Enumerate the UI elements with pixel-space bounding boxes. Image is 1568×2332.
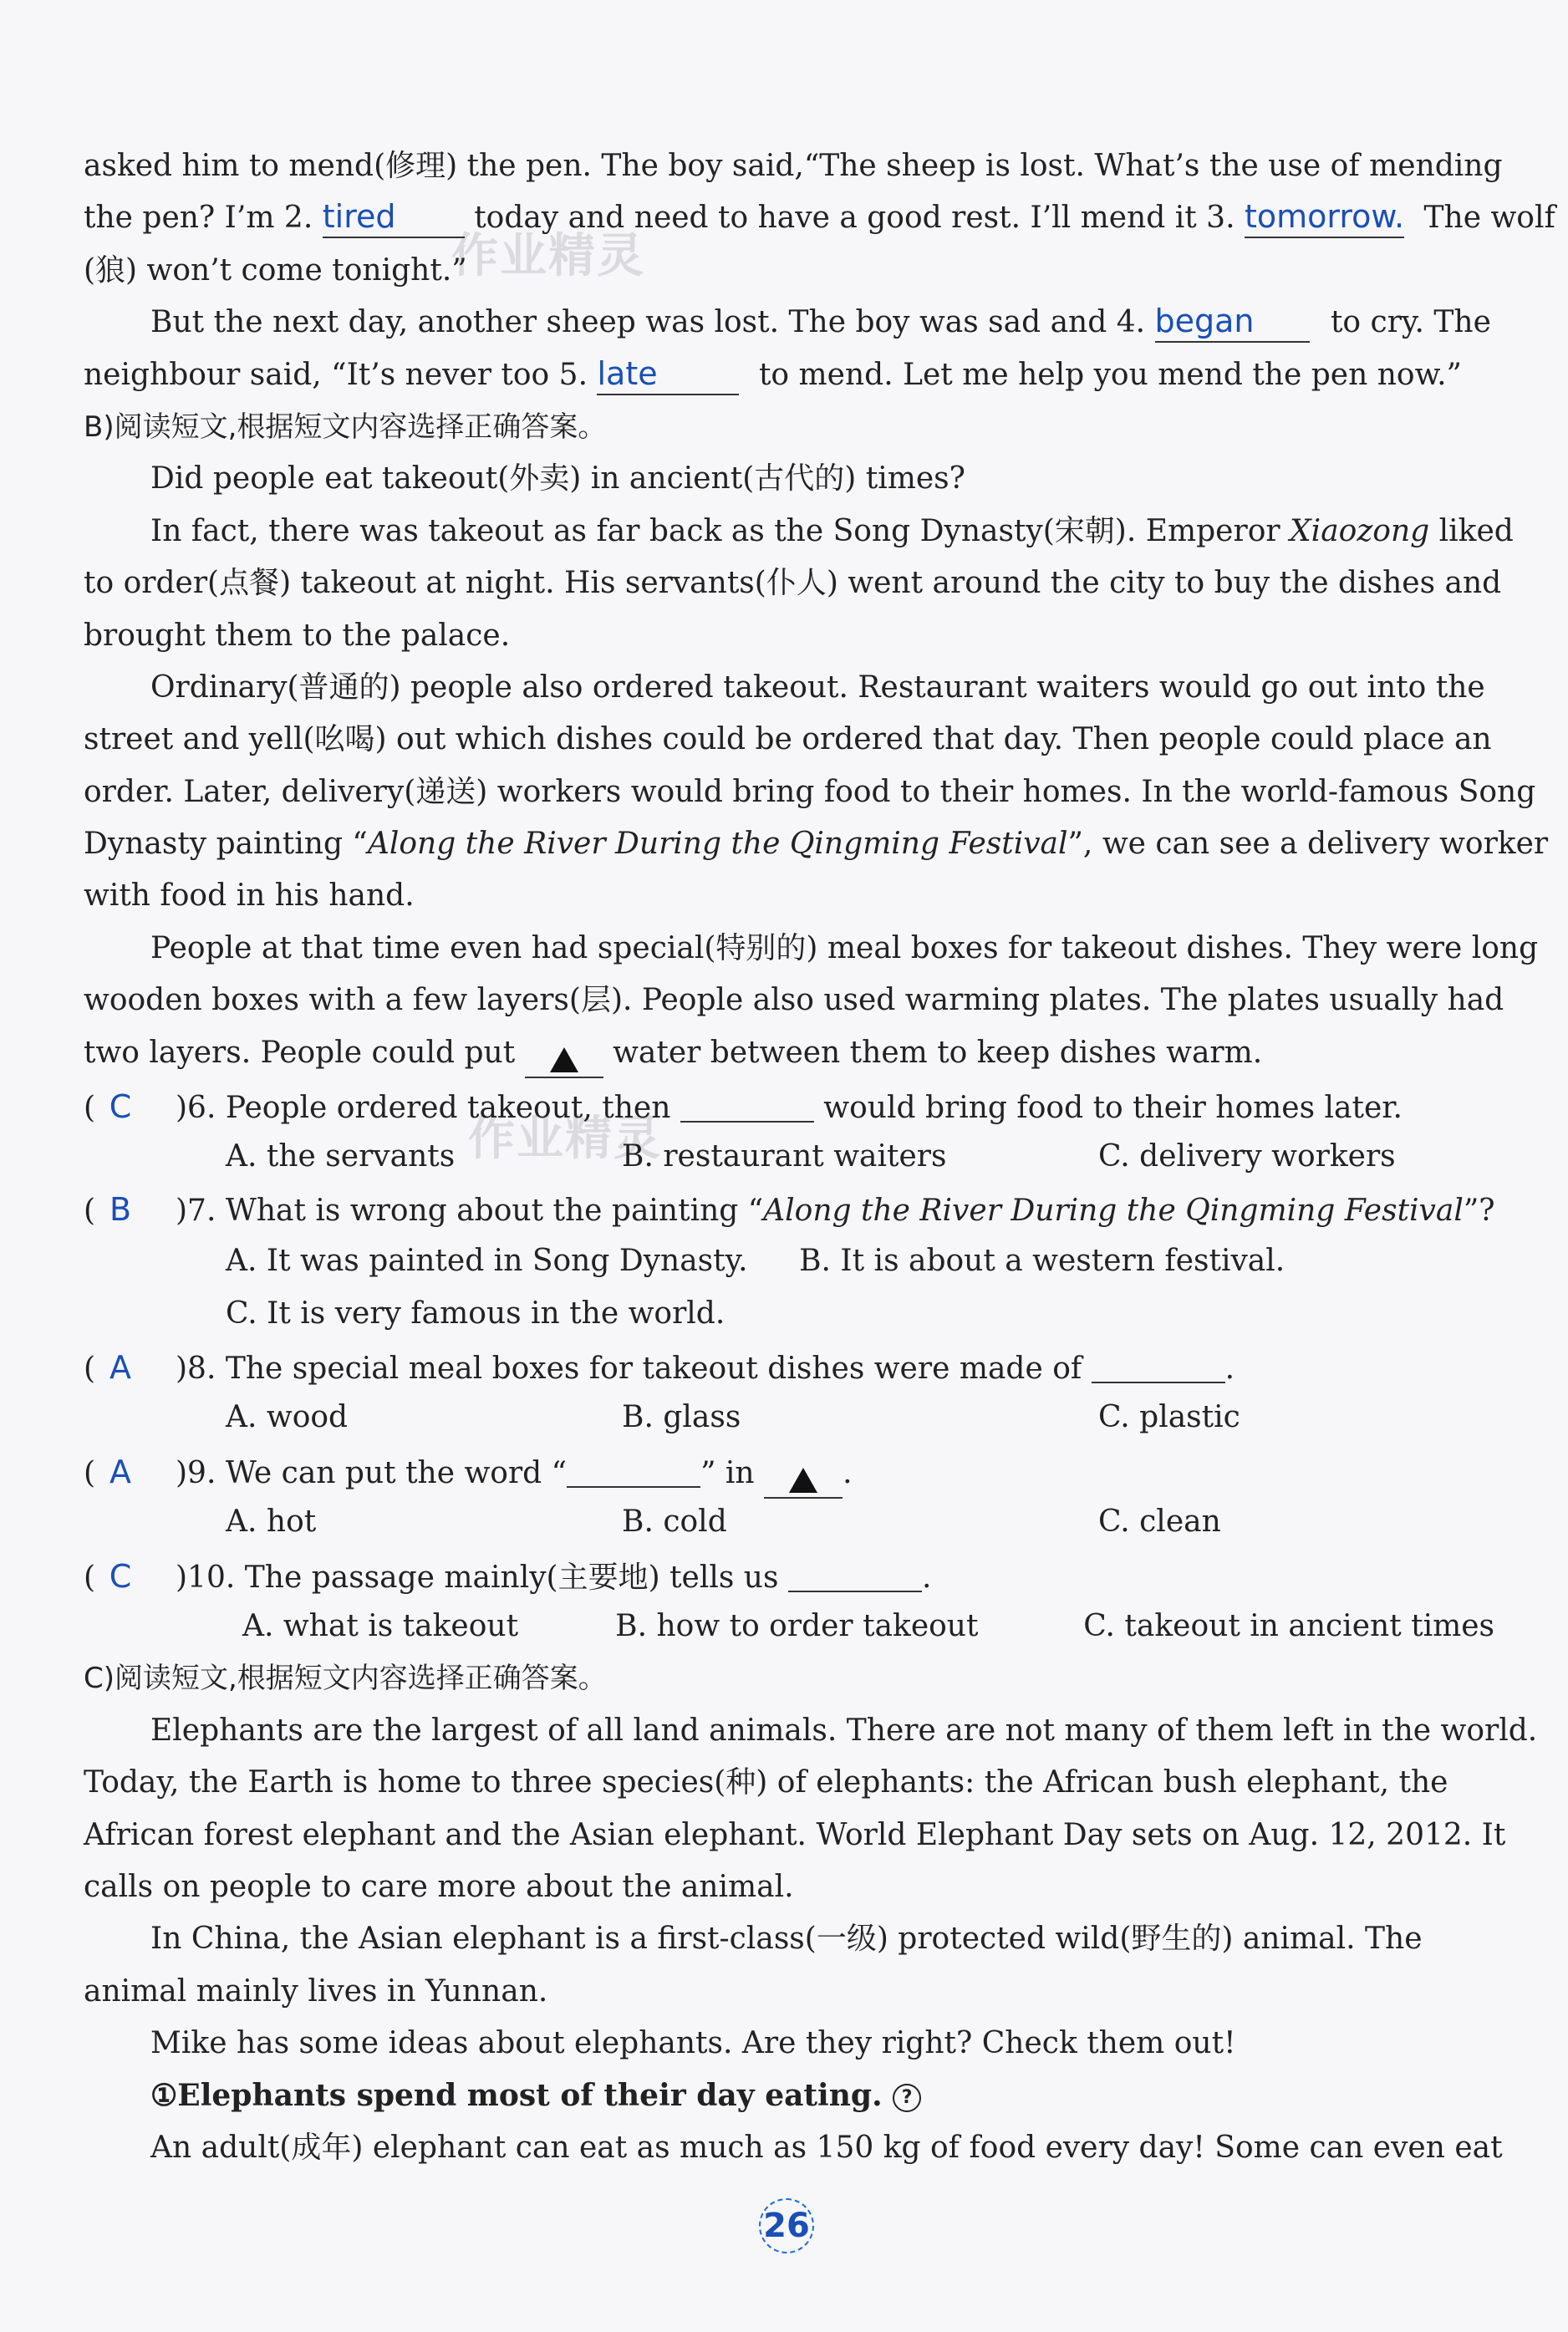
text-line: the pen? I’m 2. tired today and need to have a good rest. I’ll mend it 3. tomorrow. The wolf xyxy=(84,192,1494,244)
question-8: ( A )8. The special meal boxes for takeout dishes were made of . xyxy=(84,1340,1494,1392)
question-blank xyxy=(1092,1345,1225,1383)
answer-mark: A xyxy=(109,1348,132,1386)
text-line: with food in his hand. xyxy=(84,878,415,914)
text-line: Dynasty painting “Along the River During the Qingming Festival”, we can see a delivery worker xyxy=(84,827,1549,862)
answer-blank-3: tomorrow. xyxy=(1245,198,1404,238)
question-10-options: A. what is takeout B. how to order takeout C. takeout in ancient times xyxy=(242,1608,1494,1643)
text-line: African forest elephant and the Asian elephant. World Elephant Day sets on Aug. 12, 2012. It xyxy=(84,1817,1506,1852)
answer-blank-5: late xyxy=(597,355,739,395)
triangle-blank xyxy=(764,1460,843,1499)
text-line: street and yell(吆喝) out which dishes could be ordered that day. Then people could place an xyxy=(84,722,1492,757)
text-line: Ordinary(普通的) people also ordered takeout. Restaurant waiters would go out into the xyxy=(150,670,1485,705)
triangle-icon xyxy=(789,1468,817,1493)
question-10: ( C )10. The passage mainly(主要地) tells us . xyxy=(84,1549,1494,1601)
question-9: ( A )9. We can put the word “ ” in . xyxy=(84,1444,1494,1496)
text-line: wooden boxes with a few layers(层). People also used warming plates. The plates usually had xyxy=(84,983,1504,1018)
content xyxy=(84,140,1555,2174)
text-line: Mike has some ideas about elephants. Are they right? Check them out! xyxy=(150,2026,1236,2061)
text-line: People at that time even had special(特别的) meal boxes for takeout dishes. They were long xyxy=(150,930,1539,965)
section-b-heading: B)阅读短文,根据短文内容选择正确答案。 xyxy=(84,410,607,444)
answer-mark: C xyxy=(109,1088,132,1126)
question-blank xyxy=(680,1084,814,1123)
page-number: 26 xyxy=(759,2198,814,2253)
question-6-options: A. the servants B. restaurant waiters C. delivery workers xyxy=(226,1139,1396,1174)
watermark: 作业精灵 xyxy=(451,229,645,283)
answer-blank-2: tired xyxy=(323,198,465,238)
text-line: calls on people to care more about the animal. xyxy=(84,1869,794,1904)
text-line: animal mainly lives in Yunnan. xyxy=(84,1973,548,2009)
text-line: In China, the Asian elephant is a first-class(一级) protected wild(野生的) animal. The xyxy=(150,1922,1423,1957)
text-line: two layers. People could put water between them to keep dishes warm. xyxy=(84,1027,1494,1079)
text-line: (狼) won’t come tonight.” xyxy=(84,252,467,288)
answer-mark: A xyxy=(109,1453,132,1490)
triangle-icon xyxy=(550,1047,578,1072)
text-line: asked him to mend(修理) the pen. The boy said,“The sheep is lost. What’s the use of mending xyxy=(84,149,1503,183)
question-blank xyxy=(788,1554,922,1592)
text-line: order. Later, delivery(递送) workers would bring food to their homes. In the world-famous Song xyxy=(84,774,1536,809)
text-line: An adult(成年) elephant can eat as much as 150 kg of food every day! Some can even eat xyxy=(150,2130,1503,2165)
claim-1: ①Elephants spend most of their day eating. ? xyxy=(84,2070,1494,2121)
text-line: neighbour said, “It’s never too 5. late to mend. Let me help you mend the pen now.” xyxy=(84,349,1494,401)
text-line: In fact, there was takeout as far back as the Song Dynasty(宋朝). Emperor Xiaozong liked xyxy=(150,513,1514,548)
text-line: Today, the Earth is home to three species(种) of elephants: the African bush elephant, the xyxy=(84,1765,1448,1800)
question-6: ( C )6. People ordered takeout, then would bring food to their homes later. xyxy=(84,1079,1494,1131)
question-7: ( B )7. What is wrong about the painting “Along the River During the Qingming Festival”? xyxy=(84,1184,1494,1235)
question-mark-icon: ? xyxy=(893,2084,921,2112)
question-blank xyxy=(567,1449,700,1488)
text-line: to order(点餐) takeout at night. His servants(仆人) went around the city to buy the dishes and xyxy=(84,566,1502,601)
triangle-blank xyxy=(525,1040,603,1078)
answer-mark: C xyxy=(109,1557,132,1595)
text-line: But the next day, another sheep was lost. The boy was sad and 4. began to cry. The xyxy=(84,297,1494,349)
text-line: Elephants are the largest of all land animals. There are not many of them left in the world. xyxy=(150,1713,1538,1748)
question-7-options: C. It is very famous in the world. xyxy=(226,1296,725,1331)
answer-mark: B xyxy=(109,1190,132,1228)
section-c-heading: C)阅读短文,根据短文内容选择正确答案。 xyxy=(84,1662,607,1696)
question-9-options: A. hot B. cold C. clean xyxy=(226,1505,1221,1540)
answer-blank-4: began xyxy=(1155,303,1310,343)
text-line: brought them to the palace. xyxy=(84,618,511,653)
question-7-options: A. It was painted in Song Dynasty. B. It is about a western festival. xyxy=(226,1244,1285,1279)
question-8-options: A. wood B. glass C. plastic xyxy=(226,1400,1240,1435)
watermark: 作业精灵 xyxy=(468,1112,662,1166)
text-line: Did people eat takeout(外卖) in ancient(古代的) times? xyxy=(150,461,965,496)
